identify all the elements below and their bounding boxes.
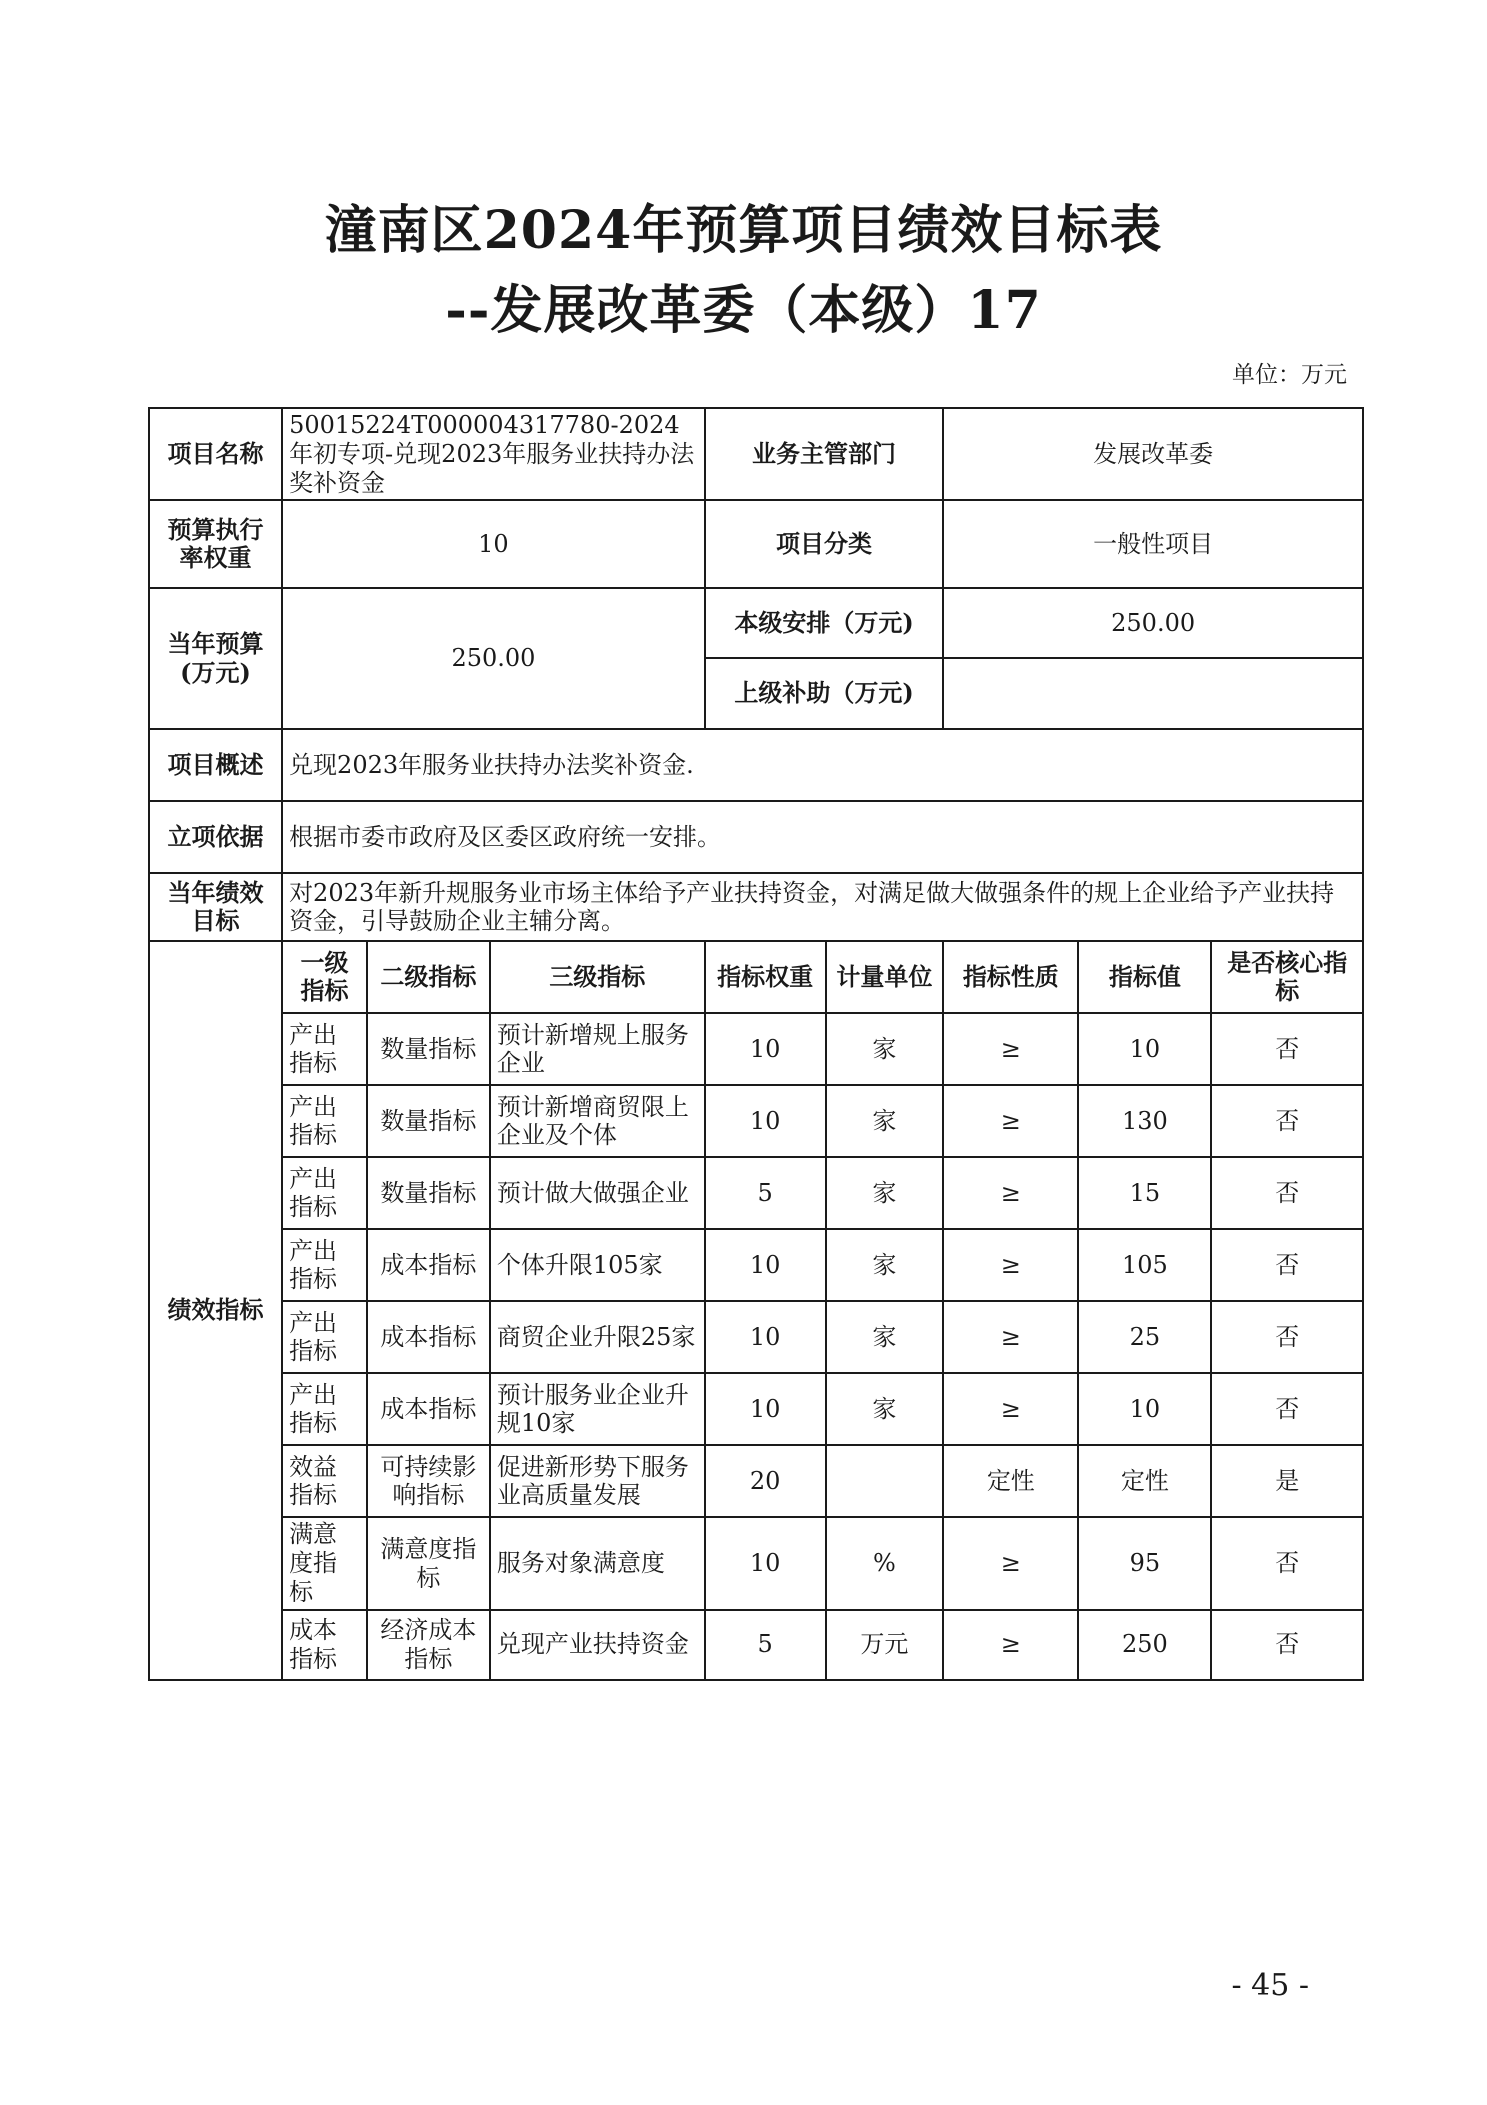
level2-cell: 数量指标 [367,1013,490,1085]
value-cell: 105 [1078,1229,1211,1301]
page-number: - 45 - [1231,1968,1309,2003]
unit-label: 单位：万元 [1232,362,1347,388]
level3-cell: 预计新增规上服务企业 [490,1013,705,1085]
own-funds-value: 250.00 [943,588,1363,658]
unit-cell [826,1445,944,1517]
indicator-row [149,1085,1363,1157]
level1-cell: 产出指标 [282,1229,367,1301]
core-cell: 否 [1211,1301,1363,1373]
goal-label: 当年绩效目标 [149,873,282,941]
level2-cell: 成本指标 [367,1373,490,1445]
header-cell: 一级指标 [282,941,367,1013]
level3-cell: 兑现产业扶持资金 [490,1610,705,1680]
unit-cell: 家 [826,1085,944,1157]
value-cell: 95 [1078,1517,1211,1609]
nature-cell: ≥ [943,1301,1078,1373]
core-cell: 否 [1211,1157,1363,1229]
page-subtitle: --发展改革委（本级）17 [445,280,1042,341]
header-cell: 指标性质 [943,941,1078,1013]
indicator-row [149,1517,1363,1609]
unit-cell: 家 [826,1229,944,1301]
weight-cell: 20 [705,1445,826,1517]
level2-cell: 成本指标 [367,1229,490,1301]
category-value: 一般性项目 [943,500,1363,588]
dept-label: 业务主管部门 [705,408,943,500]
level3-cell: 预计新增商贸限上企业及个体 [490,1085,705,1157]
indicator-row [149,1610,1363,1680]
goal-value: 对2023年新升规服务业市场主体给予产业扶持资金，对满足做大做强条件的规上企业给予产业扶持资金，引导鼓励企业主辅分离。 [282,873,1363,941]
nature-cell: ≥ [943,1157,1078,1229]
page-title: 潼南区2024年预算项目绩效目标表 [324,200,1163,261]
value-cell: 250 [1078,1610,1211,1680]
unit-cell: % [826,1517,944,1609]
level3-cell: 服务对象满意度 [490,1517,705,1609]
budget-value: 250.00 [282,588,705,729]
basis-label: 立项依据 [149,801,282,873]
level3-cell: 预计服务业企业升规10家 [490,1373,705,1445]
value-cell: 10 [1078,1373,1211,1445]
core-cell: 否 [1211,1013,1363,1085]
level3-cell: 商贸企业升限25家 [490,1301,705,1373]
value-cell: 130 [1078,1085,1211,1157]
core-cell: 否 [1211,1373,1363,1445]
level3-cell: 个体升限105家 [490,1229,705,1301]
nature-cell: ≥ [943,1373,1078,1445]
level2-cell: 满意度指标 [367,1517,490,1609]
header-cell: 二级指标 [367,941,490,1013]
level1-cell: 效益指标 [282,1445,367,1517]
core-cell: 否 [1211,1229,1363,1301]
weight-cell: 5 [705,1157,826,1229]
unit-cell: 家 [826,1301,944,1373]
indicator-row [149,1445,1363,1517]
level3-cell: 预计做大做强企业 [490,1157,705,1229]
level3-cell: 促进新形势下服务业高质量发展 [490,1445,705,1517]
level2-cell: 数量指标 [367,1085,490,1157]
project-name-label: 项目名称 [149,408,282,500]
unit-cell: 万元 [826,1610,944,1680]
header-cell: 计量单位 [826,941,944,1013]
indicator-row [149,1373,1363,1445]
overview-label: 项目概述 [149,729,282,801]
category-label: 项目分类 [705,500,943,588]
nature-cell: 定性 [943,1445,1078,1517]
performance-table [148,407,1364,1681]
dept-value: 发展改革委 [943,408,1363,500]
weight-value: 10 [282,500,705,588]
nature-cell: ≥ [943,1013,1078,1085]
nature-cell: ≥ [943,1517,1078,1609]
overview-value: 兑现2023年服务业扶持办法奖补资金. [282,729,1363,801]
superior-funds-value [943,658,1363,729]
own-funds-label: 本级安排（万元) [705,588,943,658]
value-cell: 15 [1078,1157,1211,1229]
core-cell: 否 [1211,1517,1363,1609]
indicator-row [149,1013,1363,1085]
weight-cell: 10 [705,1373,826,1445]
level2-cell: 经济成本指标 [367,1610,490,1680]
level2-cell: 成本指标 [367,1301,490,1373]
level1-cell: 产出指标 [282,1157,367,1229]
nature-cell: ≥ [943,1085,1078,1157]
weight-cell: 5 [705,1610,826,1680]
level2-cell: 数量指标 [367,1157,490,1229]
header-cell: 指标权重 [705,941,826,1013]
weight-cell: 10 [705,1085,826,1157]
unit-cell: 家 [826,1157,944,1229]
superior-funds-label: 上级补助（万元) [705,658,943,729]
level2-cell: 可持续影响指标 [367,1445,490,1517]
value-cell: 25 [1078,1301,1211,1373]
indicator-row [149,1229,1363,1301]
header-cell: 是否核心指标 [1211,941,1363,1013]
level1-cell: 产出指标 [282,1373,367,1445]
project-name-value: 50015224T000004317780-2024年初专项-兑现2023年服务业扶持办法奖补资金 [282,408,705,500]
weight-cell: 10 [705,1013,826,1085]
weight-cell: 10 [705,1229,826,1301]
value-cell: 定性 [1078,1445,1211,1517]
level1-cell: 产出指标 [282,1301,367,1373]
level1-cell: 产出指标 [282,1013,367,1085]
value-cell: 10 [1078,1013,1211,1085]
indicators-section-label: 绩效指标 [149,941,282,1679]
core-cell: 是 [1211,1445,1363,1517]
indicator-row [149,1157,1363,1229]
weight-cell: 10 [705,1301,826,1373]
indicator-row [149,1301,1363,1373]
core-cell: 否 [1211,1610,1363,1680]
budget-label: 当年预算(万元) [149,588,282,729]
level1-cell: 成本指标 [282,1610,367,1680]
nature-cell: ≥ [943,1610,1078,1680]
unit-cell: 家 [826,1013,944,1085]
header-cell: 指标值 [1078,941,1211,1013]
level1-cell: 产出指标 [282,1085,367,1157]
header-cell: 三级指标 [490,941,705,1013]
basis-value: 根据市委市政府及区委区政府统一安排。 [282,801,1363,873]
weight-cell: 10 [705,1517,826,1609]
nature-cell: ≥ [943,1229,1078,1301]
core-cell: 否 [1211,1085,1363,1157]
weight-label: 预算执行率权重 [149,500,282,588]
unit-cell: 家 [826,1373,944,1445]
level1-cell: 满意度指标 [282,1517,367,1609]
